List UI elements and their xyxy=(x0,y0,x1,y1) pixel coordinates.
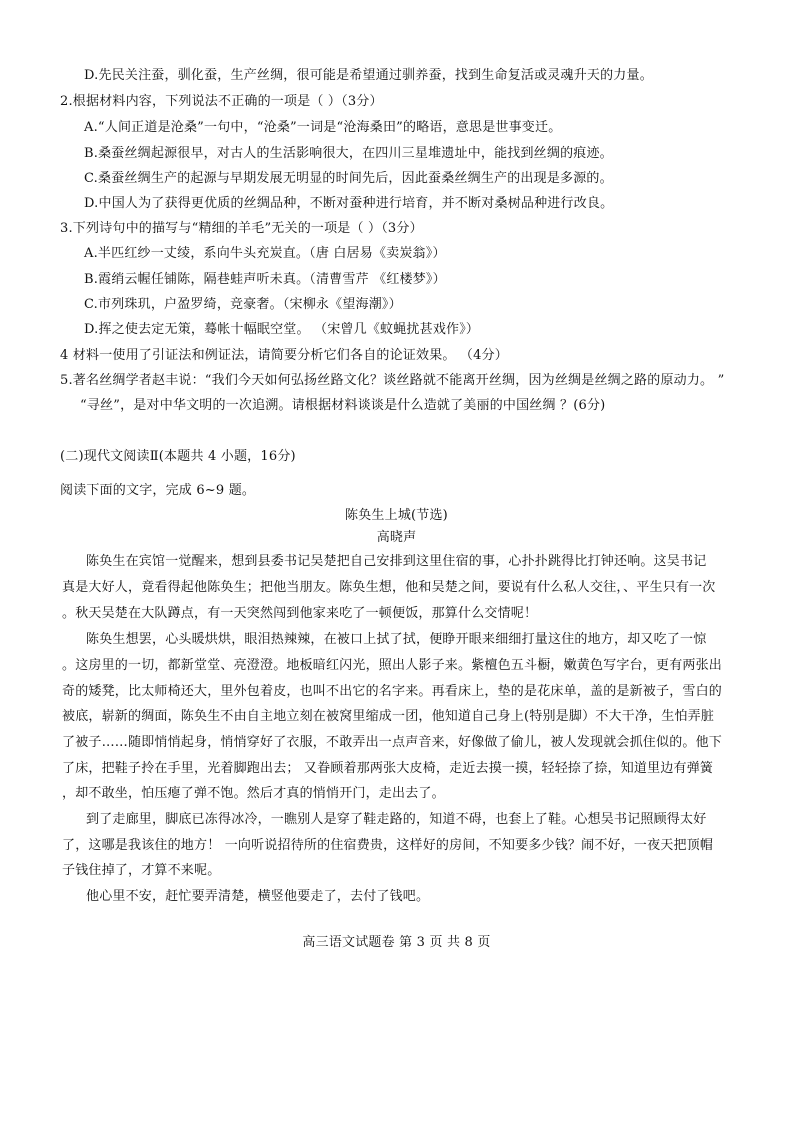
passage-line: 。秋天吴楚在大队蹲点，有一天突然闯到他家来吃了一顿便饭，那算什么交情呢！ xyxy=(62,606,538,621)
q4-stem: 4 材料一使用了引证法和例证法，请简要分析它们各自的论证效果。 （4分） xyxy=(60,348,509,363)
passage-line: 到了走廊里，脚底已冻得冰冷，一瞧别人是穿了鞋走路的，知道不碍，也套上了鞋。心想吴书记照顾得太好 xyxy=(86,812,707,827)
passage-author: 高晓声 xyxy=(376,530,417,545)
q3-stem: 3.下列诗句中的描写与“精细的羊毛”无关的一项是（ ）（3分） xyxy=(60,221,423,236)
passage-line: 真是大好人，竟看得起他陈奂生；把他当朋友。陈奂生想，他和吴楚之间，要说有什么私人交往，、平生只有一次 xyxy=(62,580,716,595)
q3-option-d: D.挥之使去定无策，蓦帐十幅眠空堂。 （宋曾几《蚊蝇扰甚戏作》） xyxy=(84,322,480,337)
q2-option-b: B.桑蚕丝绸起源很早，对古人的生活影响很大，在四川三星堆遗址中，能找到丝绸的痕迹。 xyxy=(84,146,613,161)
q3-option-b: B.霞绡云幄任铺陈，隔巷蛙声听未真。（清曹雪芹 《红楼梦》） xyxy=(84,272,446,287)
passage-line: ，却不敢坐，怕压瘪了弹不饱。然后才真的悄悄开门，走出去了。 xyxy=(62,786,445,801)
passage-title: 陈奂生上城(节选) xyxy=(345,508,448,523)
passage-line: 子钱住掉了，才算不来呢。 xyxy=(62,863,221,878)
q3-option-a: A.半匹红纱一丈绫，系向牛头充炭直。（唐 白居易《卖炭翁》） xyxy=(84,246,446,261)
q3-option-c: C.市列珠玑，户盈罗绮，竞豪奢。（宋柳永《望海潮》） xyxy=(84,297,402,312)
passage-line: 陈奂生在宾馆一觉醒来，想到县委书记吴楚把自己安排到这里住宿的事，心扑扑跳得比打钟还响。这吴书记 xyxy=(86,554,707,569)
passage-line: 了被子……随即悄悄起身，悄悄穿好了衣服，不敢弄出一点声音来，好像做了偷儿，被人发现就会抓住似的。他下 xyxy=(62,735,723,750)
q2-stem: 2.根据材料内容，下列说法不正确的一项是（ ）（3分） xyxy=(60,94,383,109)
passage-line: 。这房里的一切，都新堂堂、亮澄澄。地板暗红闪光，照出人影子来。紫檀色五斗橱，嫩黄色写字台，更有两张出 xyxy=(62,658,723,673)
passage-line: 了，这哪是我该住的地方！ 一向听说招待所的住宿费贵，这样好的房间，不知要多少钱？闹不好，一夜天把顶帽 xyxy=(62,838,714,853)
passage-line: 了床，把鞋子拎在手里，光着脚跑出去； 又眷顾着那两张大皮椅，走近去摸一摸，轻轻捺了捺，知道里边有弹簧 xyxy=(62,761,714,776)
reading-instruction: 阅读下面的文字，完成 6~9 题。 xyxy=(60,483,256,498)
q5-stem-line2: “寻丝”，是对中华文明的一次追溯。请根据材料谈谈是什么造就了美丽的中国丝绸 ？(6分) xyxy=(80,398,606,413)
q1-option-d: D.先民关注蚕，驯化蚕，生产丝绸，很可能是希望通过驯养蚕，找到生命复活或灵魂升天的力量。 xyxy=(84,68,653,83)
passage-line: 被底，崭新的绸面，陈奂生不由自主地立刻在被窝里缩成一团，他知道自己身上(特别是脚）不大干净，生怕弄脏 xyxy=(62,709,715,724)
passage-line: 他心里不安，赶忙要弄清楚，横竖他要走了，去付了钱吧。 xyxy=(86,889,430,904)
section-heading: (二)现代文阅读Ⅱ(本题共 4 小题，16分) xyxy=(60,449,296,464)
page-footer: 高三语文试题卷 第 3 页 共 8 页 xyxy=(302,935,491,950)
q2-option-c: C.桑蚕丝绸生产的起源与早期发展无明显的时间先后，因此蚕桑丝绸生产的出现是多源的。 xyxy=(84,171,613,186)
q2-option-a: A.“人间正道是沧桑”一句中，“沧桑”一词是“沧海桑田”的略语，意思是世事变迁。 xyxy=(84,120,562,135)
q5-stem-line1: 5.著名丝绸学者赵丰说：“我们今天如何弘扬丝路文化？谈丝路就不能离开丝绸，因为丝绸是丝绸之路的原动力。 ” xyxy=(60,373,725,388)
q2-option-d: D.中国人为了获得更优质的丝绸品种，不断对蚕种进行培育，并不断对桑树品种进行改良。 xyxy=(84,196,614,211)
passage-line: 陈奂生想罢，心头暖烘烘，眼泪热辣辣，在被口上拭了拭，便睁开眼来细细打量这住的地方，却又吃了一惊 xyxy=(86,632,707,647)
passage-line: 奇的矮凳，比太师椅还大，里外包着皮，也叫不出它的名字来。再看床上，垫的是花床单，盖的是新被子，雪白的 xyxy=(62,684,723,699)
